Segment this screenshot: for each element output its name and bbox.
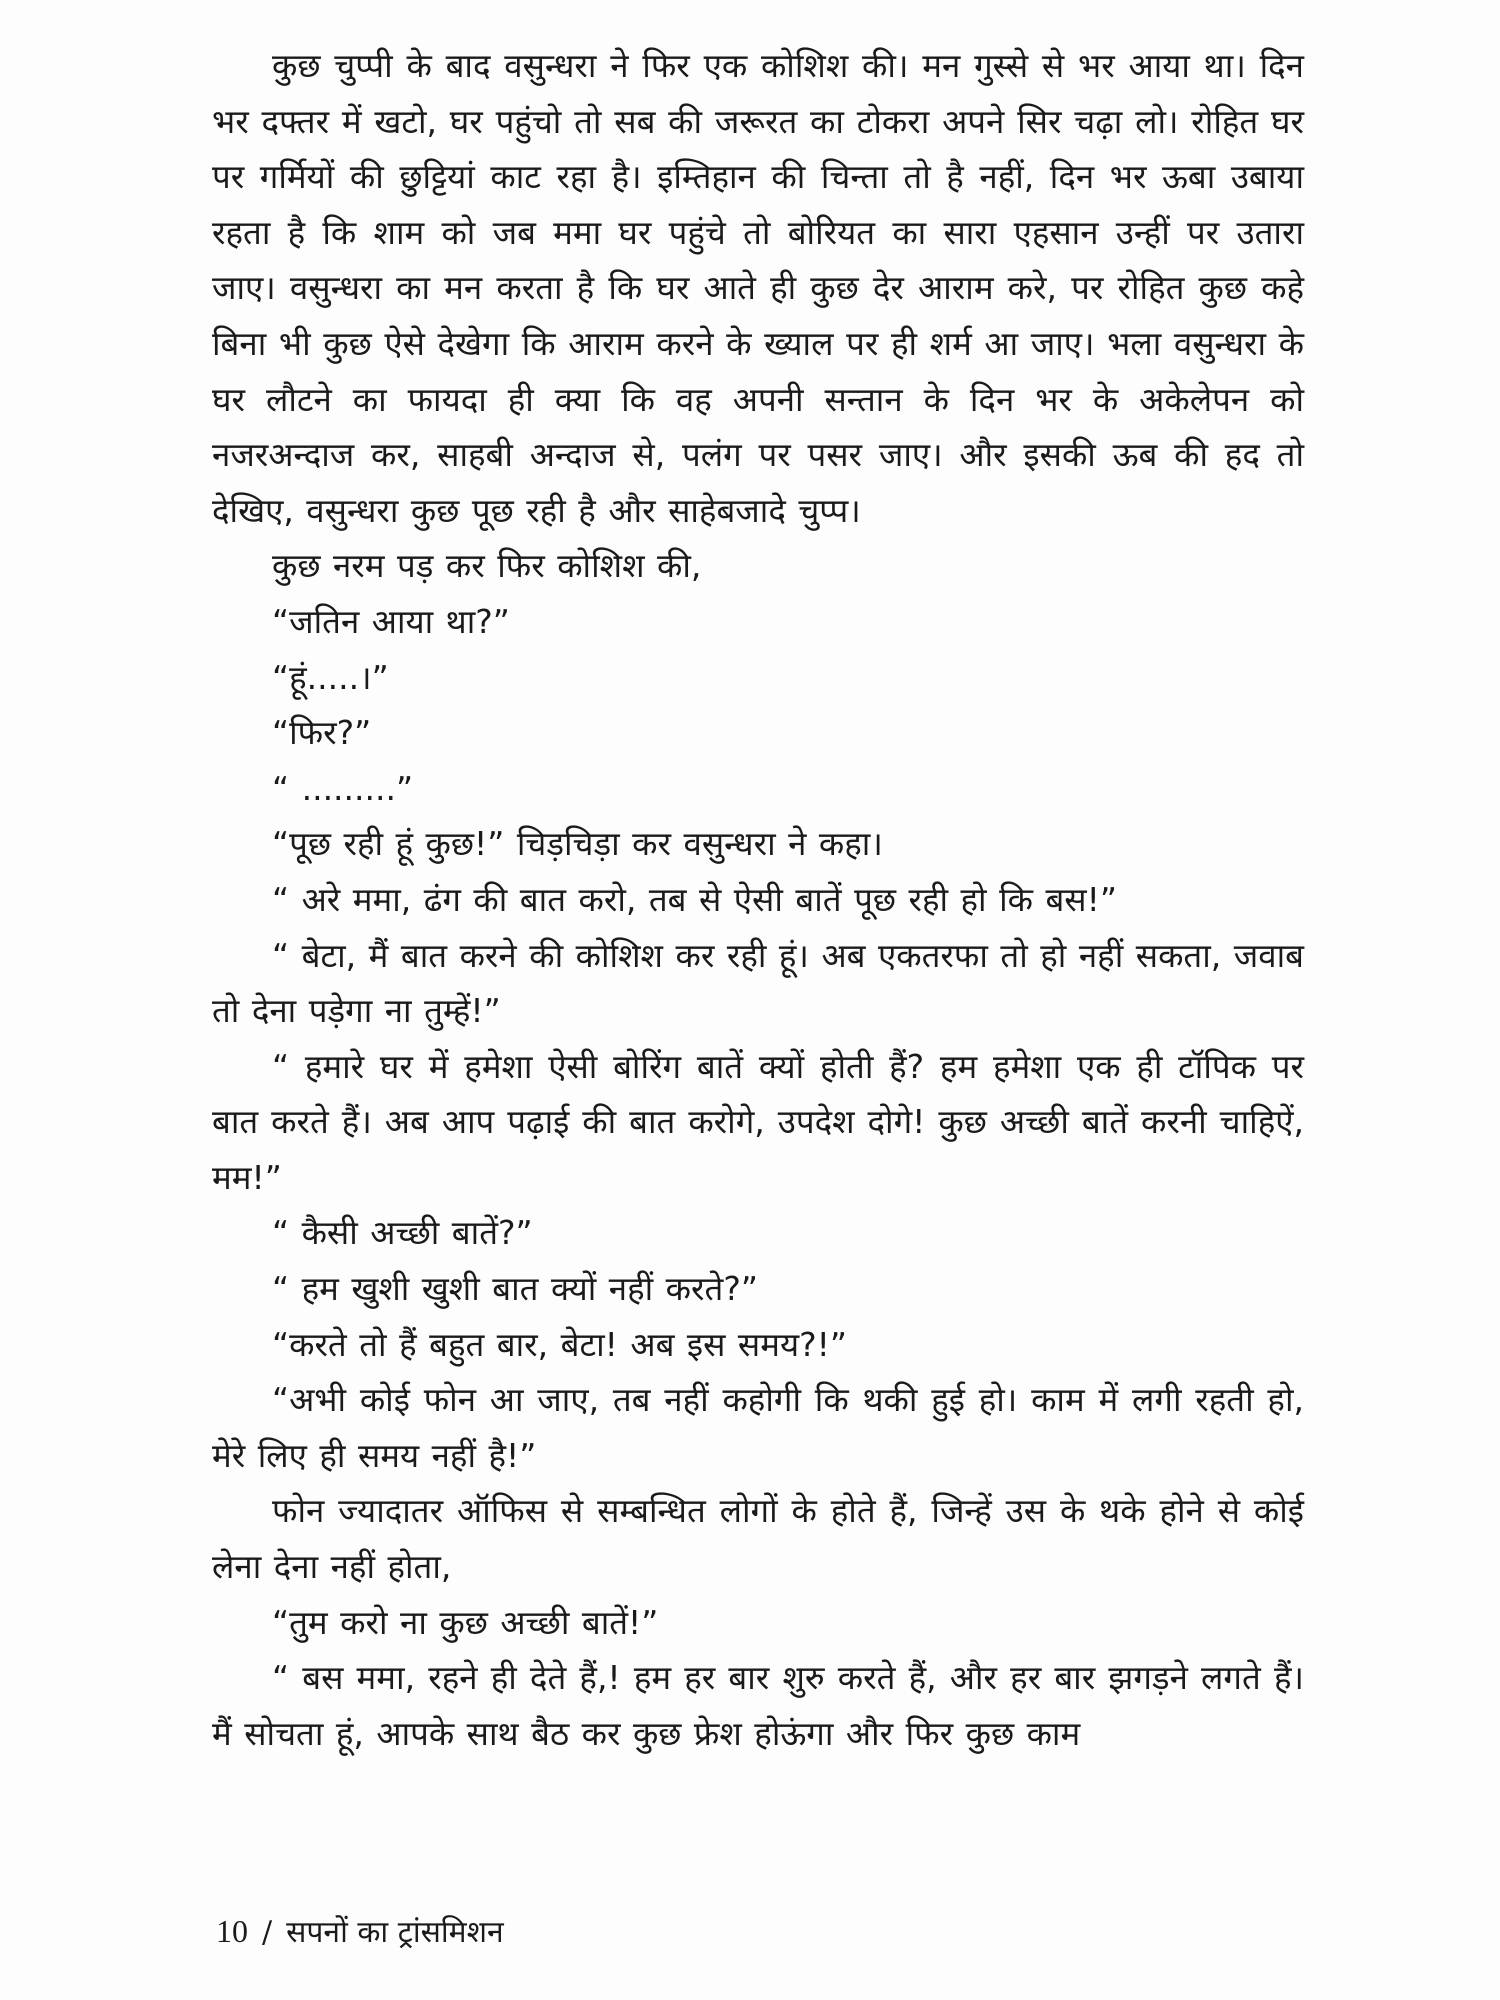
dialogue-line: “जतिन आया था?” xyxy=(272,601,510,641)
page-number: 10 xyxy=(216,1913,248,1949)
narration-paragraph: फोन ज्यादातर ऑफिस से सम्बन्धित लोगों के होते हैं, जिन्हें उस के थके होने से कोई लेना देना नहीं होता, xyxy=(212,1491,1304,1587)
dialogue-line: “तुम करो ना कुछ अच्छी बातें!” xyxy=(272,1602,659,1642)
page-footer xyxy=(216,1910,504,1951)
narration-paragraph: कुछ चुप्पी के बाद वसुन्धरा ने फिर एक कोशिश की। मन गुस्से से भर आया था। दिन भर दफ्तर में खटो, घर पहुंचो तो सब की जरूरत का टोकरा अपने सिर चढ़ा लो। रोहित घर पर गर्मियों की छुट्टियां काट रहा है। इम्तिहान की चिन्ता तो है नहीं, दिन भर ऊबा उबाया रहता है कि शाम को जब ममा घर पहुंचे तो बोरियत का सारा एहसान उन्हीं पर उतारा जाए। वसुन्धरा का मन करता है कि घर आते ही कुछ देर आराम करे, पर रोहित कुछ कहे बिना भी कुछ ऐसे देखेगा कि आराम करने के ख्याल पर ही शर्म आ जाए। भला वसुन्धरा के घर लौटने का फायदा ही क्या कि वह अपनी सन्तान के दिन भर के अकेलेपन को नजरअन्दाज कर, साहबी अन्दाज से, पलंग पर पसर जाए। और इसकी ऊब की हद तो देखिए, वसुन्धरा कुछ पूछ रही है और साहेबजादे चुप्प। xyxy=(212,46,1304,530)
dialogue-line: “ बेटा, मैं बात करने की कोशिश कर रही हूं। अब एकतरफा तो हो नहीं सकता, जवाब तो देना पड़ेगा ना तुम्हें!” xyxy=(212,935,1304,1031)
dialogue-line: “अभी कोई फोन आ जाए, तब नहीं कहोगी कि थकी हुई हो। काम में लगी रहती हो, मेरे लिए ही समय नहीं है!” xyxy=(212,1380,1304,1475)
dialogue-line: “ अरे ममा, ढंग की बात करो, तब से ऐसी बातें पूछ रही हो कि बस!” xyxy=(272,879,1117,919)
dialogue-line: “ हमारे घर में हमेशा ऐसी बोरिंग बातें क्यों होती हैं? हम हमेशा एक ही टॉपिक पर बात करते हैं। अब आप पढ़ाई की बात करोगे, उपदेश दोगे! कुछ अच्छी बातें करनी चाहिऐं, मम!” xyxy=(212,1046,1304,1197)
dialogue-line: “ हम खुशी खुशी बात क्यों नहीं करते?” xyxy=(272,1269,758,1309)
page-body xyxy=(212,38,1304,1761)
dialogue-line: “पूछ रही हूं कुछ!” चिड़चिड़ा कर वसुन्धरा ने कहा। xyxy=(272,824,883,864)
narration-line: कुछ नरम पड़ कर फिर कोशिश की, xyxy=(272,546,702,586)
dialogue-line: “हूं.....।” xyxy=(272,657,389,697)
dialogue-line: “फिर?” xyxy=(272,713,372,753)
dialogue-line: “ कैसी अच्छी बातें?” xyxy=(272,1213,533,1253)
dialogue-line: “ .........” xyxy=(272,768,414,808)
dialogue-line: “ बस ममा, रहने ही देते हैं,! हम हर बार शुरु करते हैं, और हर बार झगड़ने लगते हैं। मैं सोचता हूं, आपके साथ बैठ कर कुछ फ्रेश होऊंगा और फिर कुछ काम xyxy=(212,1658,1304,1753)
footer-separator: / xyxy=(262,1915,273,1950)
dialogue-line: “करते तो हैं बहुत बार, बेटा! अब इस समय?!” xyxy=(272,1324,847,1364)
book-title: सपनों का ट्रांसमिशन xyxy=(286,1915,504,1950)
